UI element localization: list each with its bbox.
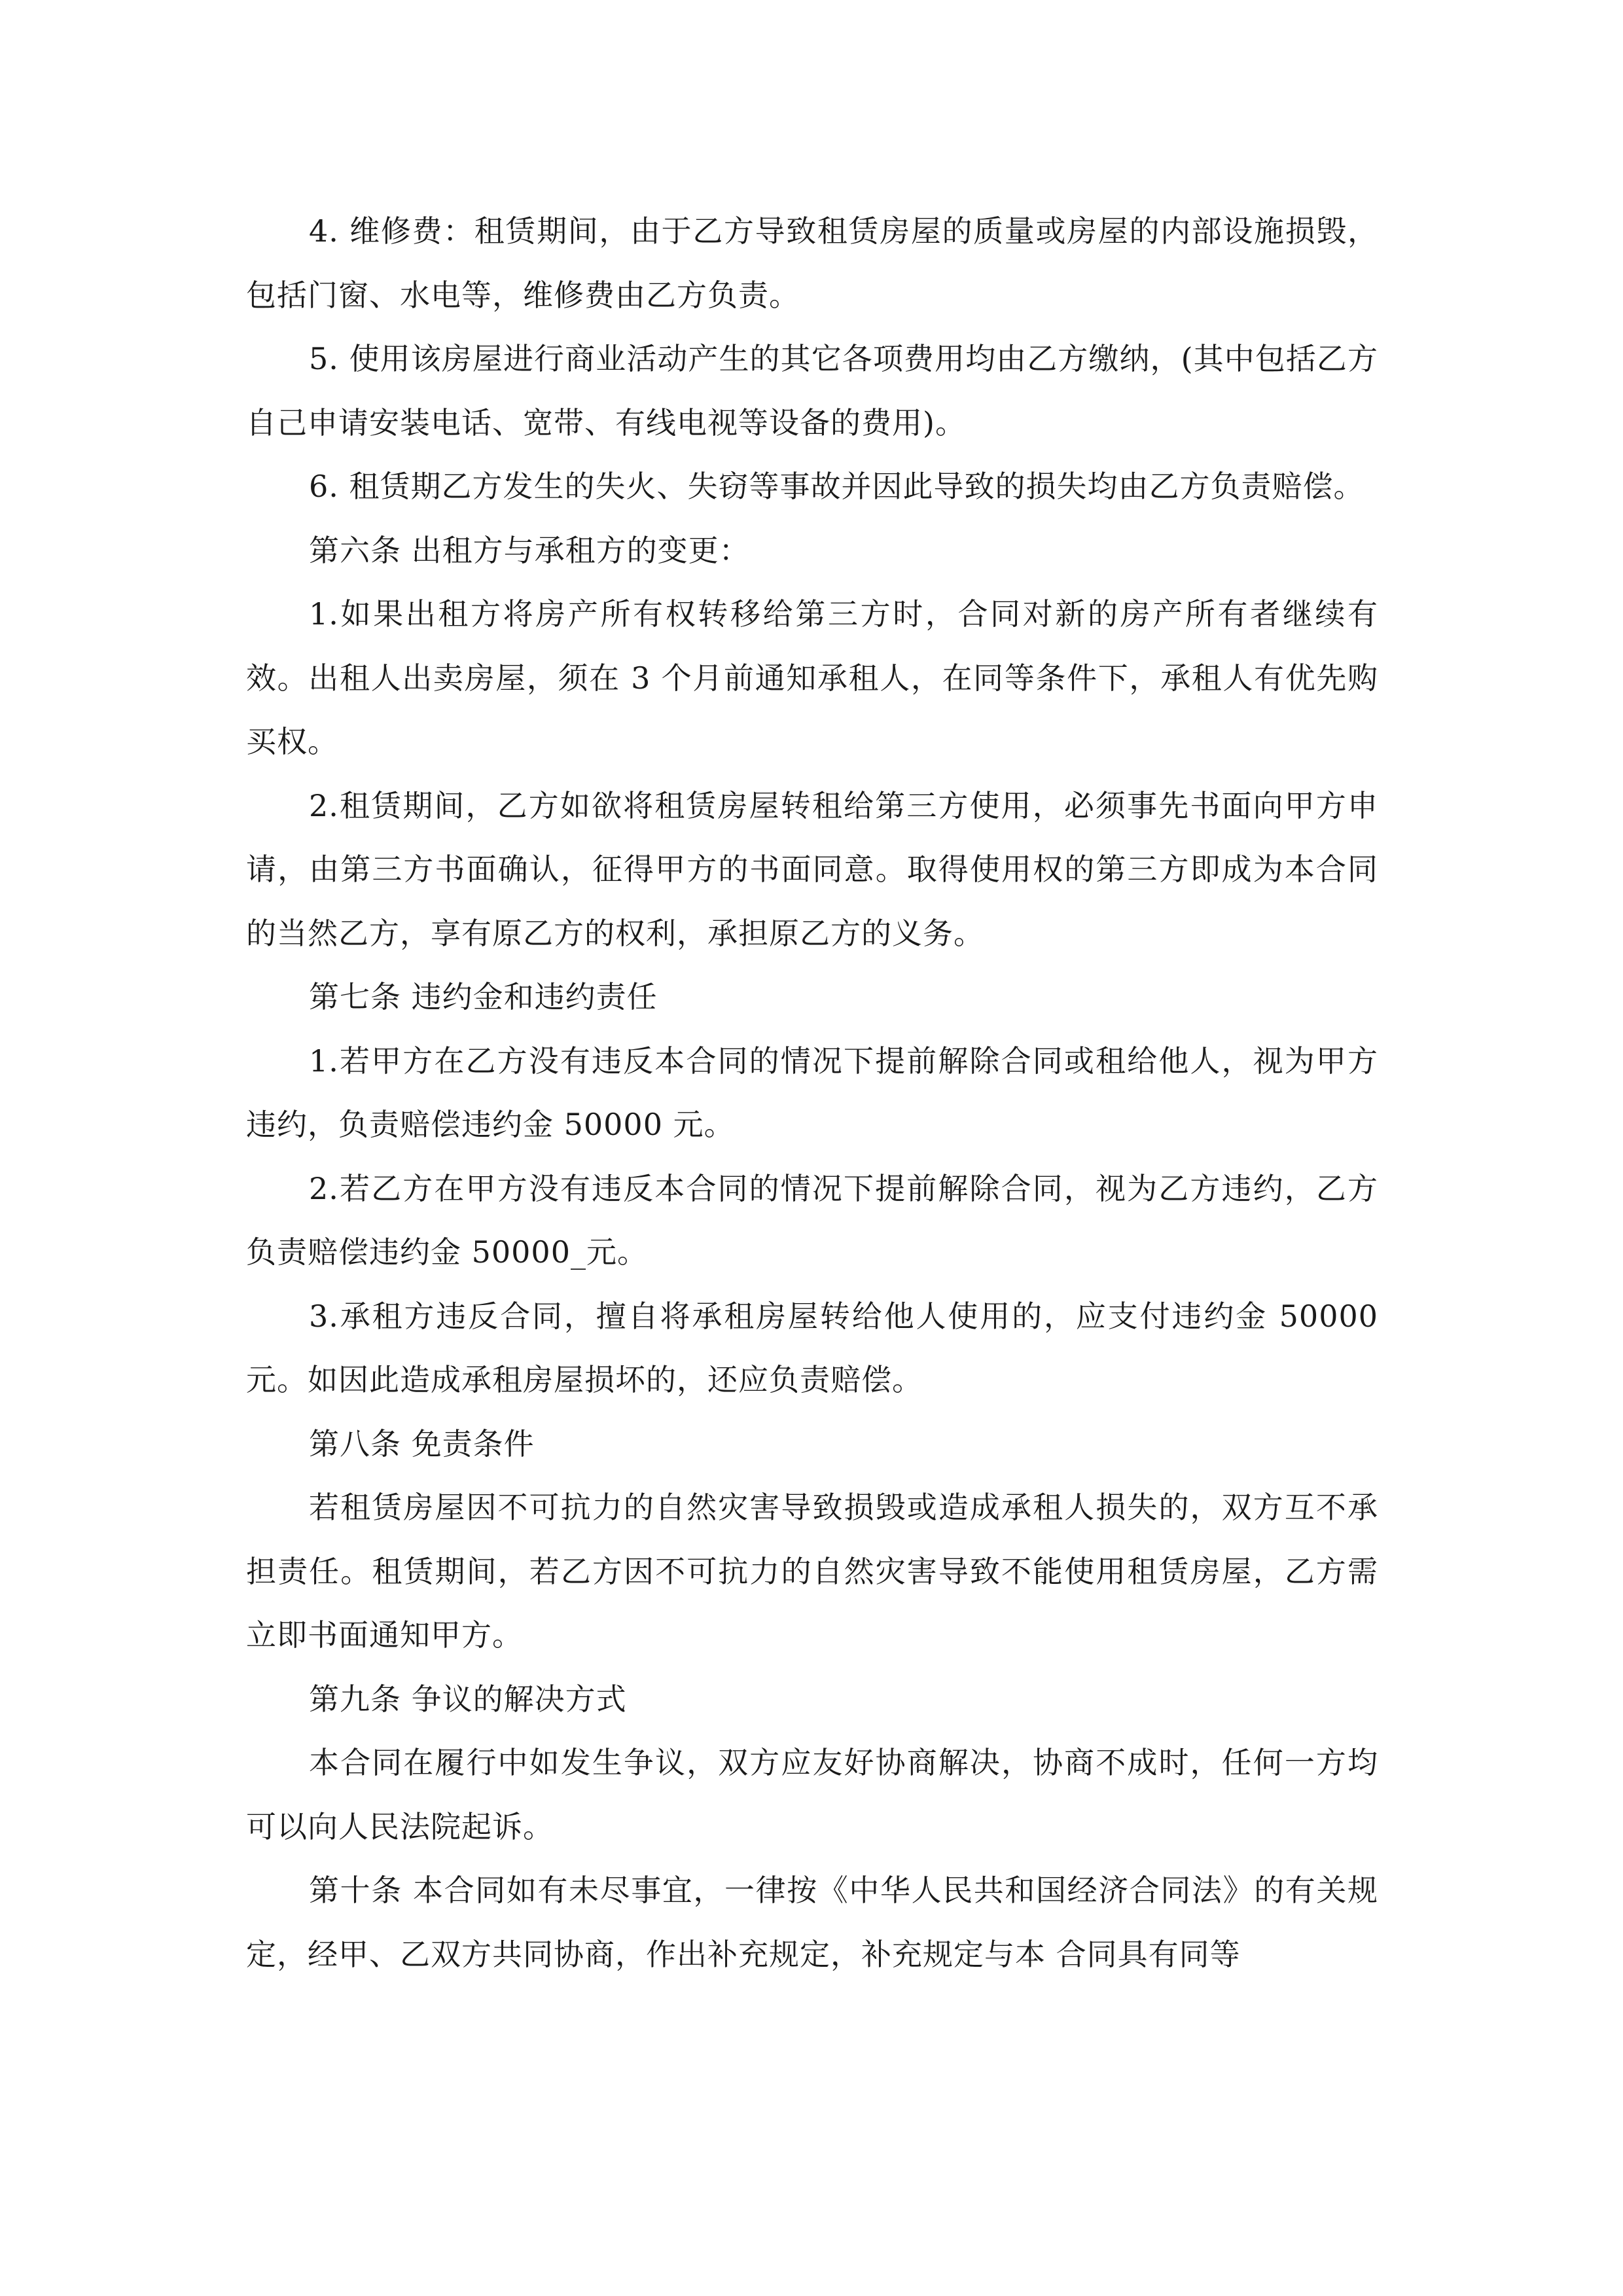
paragraph-business-costs: 5. 使用该房屋进行商业活动产生的其它各项费用均由乙方缴纳，(其中包括乙方自己申请安装电话、宽带、有线电视等设备的费用)。 <box>246 341 1378 440</box>
document-body <box>246 200 1378 1986</box>
heading-article-8: 第八条 免责条件 <box>309 1426 535 1462</box>
heading-article-7: 第七条 违约金和违约责任 <box>309 979 658 1014</box>
paragraph-ownership-transfer: 1.如果出租方将房产所有权转移给第三方时，合同对新的房产所有者继续有效。出租人出卖房屋，须在 3 个月前通知承租人，在同等条件下，承租人有优先购买权。 <box>246 596 1378 759</box>
paragraph-sublease: 2.租赁期间，乙方如欲将租赁房屋转租给第三方使用，必须事先书面向甲方申请，由第三方书面确认，征得甲方的书面同意。取得使用权的第三方即成为本合同的当然乙方，享有原乙方的权利，承担原乙方的义务。 <box>246 787 1378 951</box>
paragraph-dispute-resolution: 本合同在履行中如发生争议，双方应友好协商解决，协商不成时，任何一方均可以向人民法院起诉。 <box>246 1745 1378 1844</box>
paragraph-unauthorized-transfer: 3.承租方违反合同，擅自将承租房屋转给他人使用的，应支付违约金 50000 元。如因此造成承租房屋损坏的，还应负责赔偿。 <box>246 1298 1378 1397</box>
paragraph-article-10: 第十条 本合同如有未尽事宜，一律按《中华人民共和国经济合同法》的有关规定，经甲、乙双方共同协商，作出补充规定，补充规定与本 合同具有同等 <box>246 1873 1378 1972</box>
paragraph-force-majeure: 若租赁房屋因不可抗力的自然灾害导致损毁或造成承租人损失的，双方互不承担责任。租赁期间，若乙方因不可抗力的自然灾害导致不能使用租赁房屋，乙方需立即书面通知甲方。 <box>246 1490 1378 1653</box>
heading-article-6: 第六条 出租方与承租方的变更： <box>309 532 750 568</box>
heading-article-9: 第九条 争议的解决方式 <box>309 1681 627 1717</box>
paragraph-party-b-breach: 2.若乙方在甲方没有违反本合同的情况下提前解除合同，视为乙方违约，乙方负责赔偿违约金 50000_元。 <box>246 1170 1378 1270</box>
paragraph-party-a-breach: 1.若甲方在乙方没有违反本合同的情况下提前解除合同或租给他人，视为甲方违约，负责赔偿违约金 50000 元。 <box>246 1043 1378 1142</box>
paragraph-accident-liability: 6. 租赁期乙方发生的失火、失窃等事故并因此导致的损失均由乙方负责赔偿。 <box>309 469 1364 504</box>
paragraph-repair-fee: 4. 维修费：租赁期间，由于乙方导致租赁房屋的质量或房屋的内部设施损毁，包括门窗、水电等，维修费由乙方负责。 <box>246 213 1378 313</box>
